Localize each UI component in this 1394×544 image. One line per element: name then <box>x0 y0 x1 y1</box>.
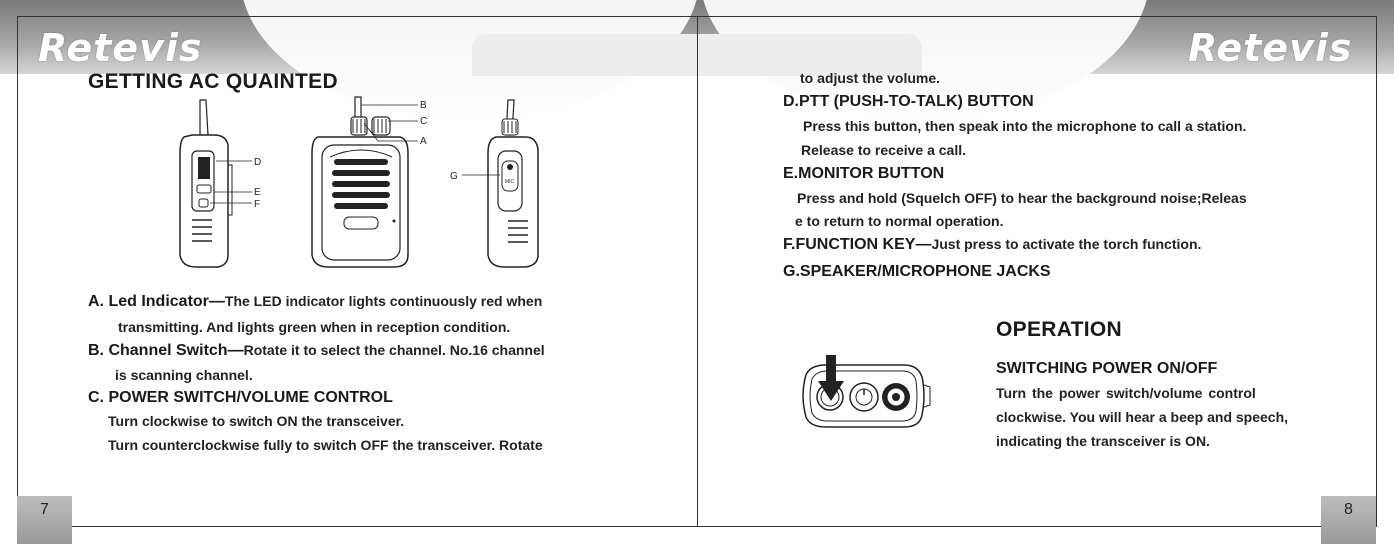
item-d-text-1: Press this button, then speak into the microphone to call a station. <box>803 118 1247 134</box>
item-d-text-2: Release to receive a call. <box>801 142 966 158</box>
callout-f: F <box>254 199 261 210</box>
operation-heading: OPERATION <box>996 318 1122 341</box>
item-b-title-text: B. Channel Switch— <box>88 342 244 359</box>
callout-e: E <box>254 187 261 198</box>
callout-d: D <box>254 157 262 168</box>
item-c-title: C. POWER SWITCH/VOLUME CONTROL <box>88 389 393 406</box>
page-divider <box>697 16 698 527</box>
item-f-title <box>783 236 1201 254</box>
callout-a: A <box>420 136 427 147</box>
item-g-title: G.SPEAKER/MICROPHONE JACKS <box>783 263 1051 280</box>
radio-front-view <box>308 95 448 270</box>
item-e-title: E.MONITOR BUTTON <box>783 165 945 182</box>
switching-text-1: Turn the power switch/volume control <box>996 385 1256 401</box>
page-number-left: 7 <box>17 496 72 544</box>
item-e-text-2: e to return to normal operation. <box>795 213 1004 229</box>
item-a-text-1: The LED indicator lights continuously red when <box>224 293 543 309</box>
item-f-text: Just press to activate the torch function. <box>931 236 1202 252</box>
item-f-title-text: F.FUNCTION KEY— <box>783 236 932 253</box>
getting-acquainted-heading: GETTING AC QUAINTED <box>88 70 338 93</box>
item-c-text-2: Turn counterclockwise fully to switch OFF the transceiver. Rotate <box>108 437 543 453</box>
page-number-right: 8 <box>1321 496 1376 544</box>
radio-side-view-left <box>170 95 280 270</box>
item-b-text-2: is scanning channel. <box>115 367 253 383</box>
retevis-logo-right: Retevis <box>1188 26 1353 70</box>
item-c-text-1: Turn clockwise to switch ON the transceiver. <box>108 413 405 429</box>
callout-g: G <box>450 171 458 182</box>
item-d-title: D.PTT (PUSH-TO-TALK) BUTTON <box>783 93 1034 110</box>
switching-text-3: indicating the transceiver is ON. <box>996 433 1210 449</box>
callout-c: C <box>420 116 428 127</box>
radio-top-view <box>796 355 936 435</box>
switching-power-title: SWITCHING POWER ON/OFF <box>996 360 1218 377</box>
item-b-title <box>88 342 545 360</box>
switching-text-2: clockwise. You will hear a beep and speech, <box>996 409 1289 425</box>
item-a-title-text: A. Led Indicator— <box>88 293 225 310</box>
item-a-text-2: transmitting. And lights green when in reception condition. <box>118 319 511 335</box>
callout-b: B <box>420 100 427 111</box>
item-e-text-1: Press and hold (Squelch OFF) to hear the background noise;Releas <box>797 190 1247 206</box>
retevis-logo-left: Retevis <box>38 26 203 70</box>
continued-text: to adjust the volume. <box>800 70 941 86</box>
svg-text:MIC: MIC <box>505 179 515 185</box>
item-b-text-1: Rotate it to select the channel. No.16 channel <box>243 342 545 358</box>
radio-side-view-right <box>448 95 558 270</box>
item-a-title <box>88 293 542 311</box>
